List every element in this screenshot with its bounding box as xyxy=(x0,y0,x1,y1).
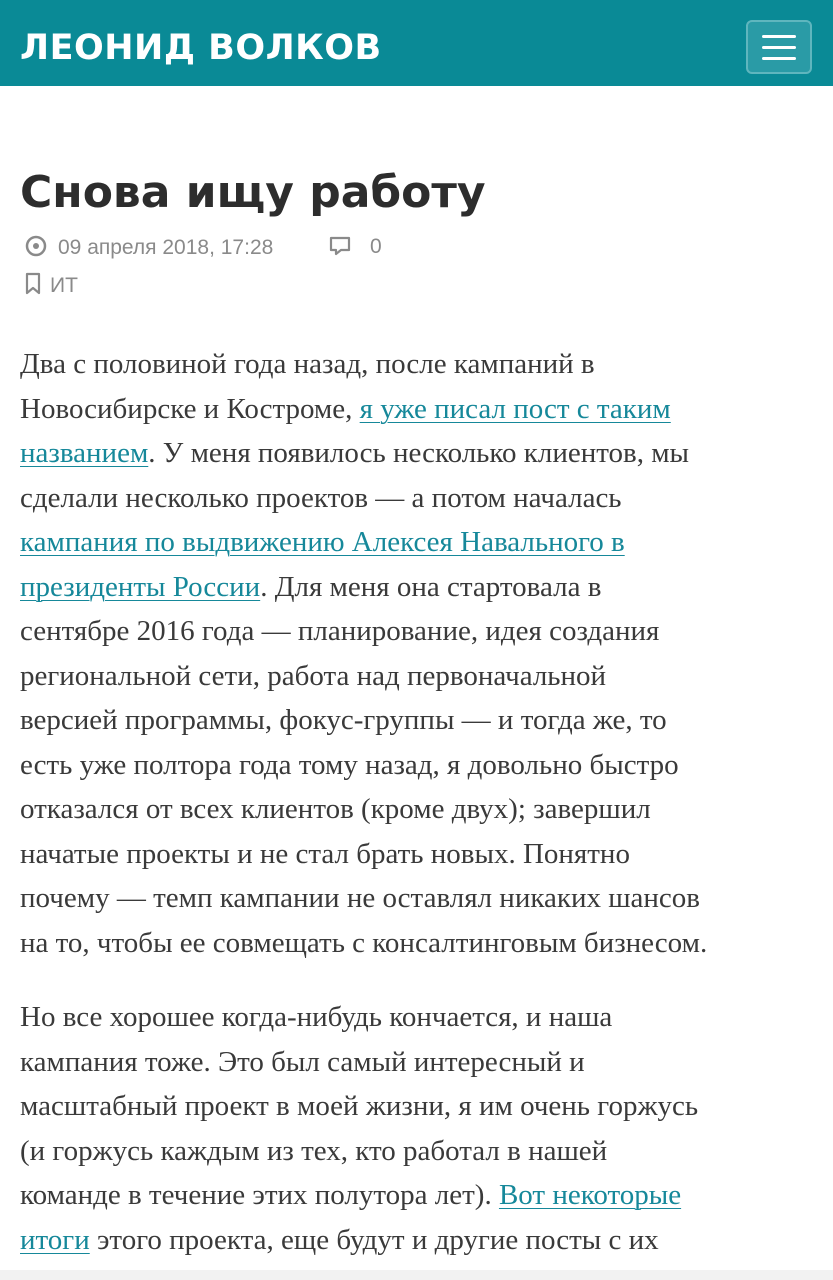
text-line: сделали несколько проектов — а потом началась xyxy=(20,481,622,514)
hamburger-menu-icon-bar xyxy=(762,46,796,49)
comments-count-text: 0 xyxy=(370,235,382,258)
post-tag[interactable] xyxy=(24,272,78,299)
text-line: начатые проекты и не стал брать новых. Понятно xyxy=(20,837,630,870)
text-line: на то, чтобы ее совмещать с консалтинговым бизнесом. xyxy=(20,926,708,959)
post-date-text: 09 апреля 2018, 17:28 xyxy=(58,236,274,259)
link-campaign-cont[interactable]: президенты России xyxy=(20,570,261,603)
link-results-cont[interactable]: итоги xyxy=(20,1223,90,1256)
text-line: сентябре 2016 года — планирование, идея создания xyxy=(20,615,660,647)
clock-icon xyxy=(24,234,48,258)
link-previous-post-cont[interactable]: названием xyxy=(20,437,149,469)
text-line: отказался от всех клиентов (кроме двух); завершил xyxy=(20,793,651,825)
text-line: масштабный проект в моей жизни, я им очень горжусь xyxy=(20,1090,699,1122)
hamburger-menu-icon xyxy=(762,35,796,38)
text-line: почему — темп кампании не оставлял никаких шансов xyxy=(20,882,700,914)
text-span: Новосибирске и Костроме, xyxy=(20,392,360,425)
text-line: кампания тоже. Это был самый интересный и xyxy=(20,1045,585,1078)
comments-count[interactable] xyxy=(328,234,382,260)
text-line: версией программы, фокус-группы — и тогда же, то xyxy=(20,704,667,736)
site-header xyxy=(0,0,833,86)
paragraph xyxy=(20,995,820,1262)
text-line xyxy=(20,1173,820,1218)
text-line: есть уже полтора года тому назад, я довольно быстро xyxy=(20,748,679,781)
text-line xyxy=(20,565,820,610)
link-campaign[interactable]: кампания по выдвижению Алексея Навального в xyxy=(20,526,625,558)
text-line: региональной сети, работа над первоначальной xyxy=(20,659,607,692)
text-line xyxy=(20,520,820,565)
post-tag-text: ИТ xyxy=(50,274,78,297)
text-line xyxy=(20,1218,820,1263)
text-span: . У меня появилось несколько клиентов, мы xyxy=(148,437,690,469)
link-previous-post[interactable]: я уже писал пост с таким xyxy=(359,392,671,425)
article-body xyxy=(20,342,820,1280)
text-line xyxy=(20,387,820,432)
site-title[interactable]: ЛЕОНИД ВОЛКОВ xyxy=(20,28,382,68)
post-date xyxy=(24,234,273,261)
text-line: Но все хорошее когда-нибудь кончается, и наша xyxy=(20,1001,613,1033)
text-span: этого проекта, еще будут и другие посты с их xyxy=(89,1223,659,1256)
text-line xyxy=(20,431,820,476)
hamburger-menu-icon-bar xyxy=(762,57,796,60)
text-line: (и горжусь каждым из тех, кто работал в нашей xyxy=(20,1134,608,1167)
menu-button[interactable] xyxy=(746,20,812,74)
text-span: команде в течение этих полутора лет). xyxy=(20,1179,499,1211)
paragraph xyxy=(20,342,820,965)
bookmark-icon xyxy=(24,272,42,296)
text-span: . Для меня она стартовала в xyxy=(260,570,602,603)
link-results[interactable]: Вот некоторые xyxy=(498,1179,682,1211)
text-line: Два с половиной года назад, после кампаний в xyxy=(20,348,595,380)
comment-icon xyxy=(328,235,352,257)
post-title: Снова ищу работу xyxy=(20,167,486,218)
bottom-bar xyxy=(0,1270,833,1280)
